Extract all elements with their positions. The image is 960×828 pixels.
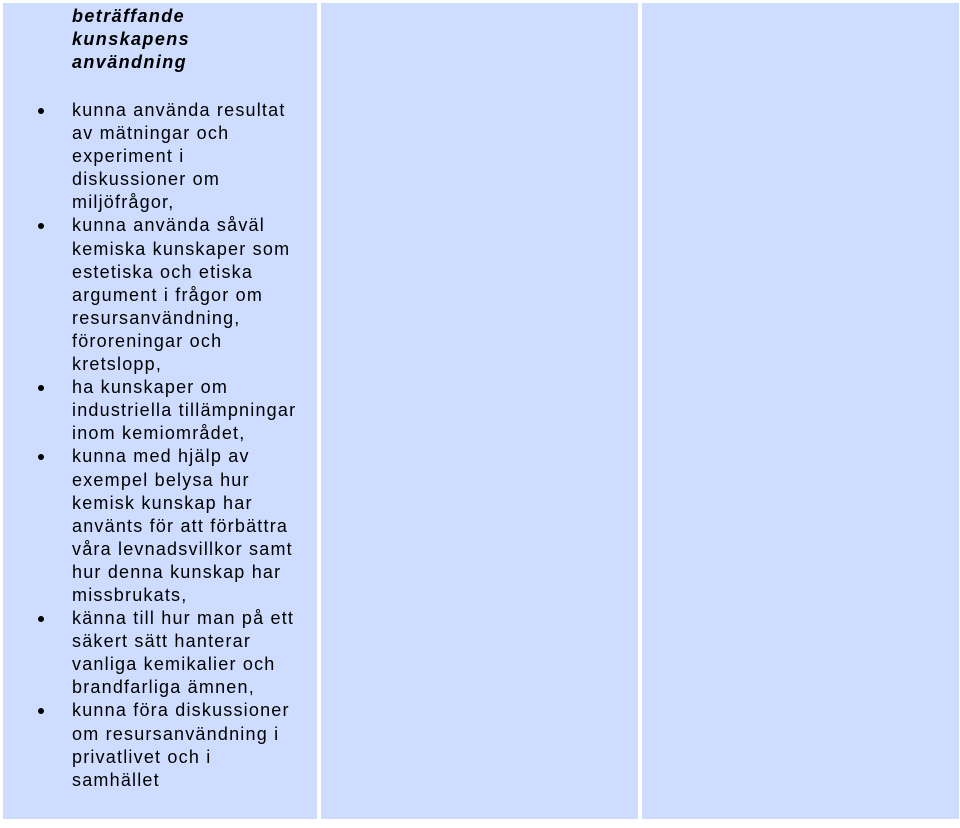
- bullet-icon: [38, 385, 44, 391]
- item-text-line: inom kemiområdet,: [72, 423, 246, 444]
- item-text-line: kretslopp,: [72, 354, 163, 375]
- item-text-line: privatlivet och i: [72, 746, 212, 767]
- item-text-line: vanliga kemikalier och: [72, 654, 276, 675]
- item-text-line: av mätningar och: [72, 123, 230, 144]
- item-text-line: argument i frågor om: [72, 284, 264, 305]
- criteria-list: [0, 99, 320, 792]
- item-text-line: kunna med hjälp av: [72, 446, 250, 467]
- heading-line: beträffande: [72, 6, 186, 26]
- bullet-icon: [38, 708, 44, 714]
- item-text-line: använts för att förbättra: [72, 515, 289, 536]
- heading-line: kunskapens: [72, 29, 191, 49]
- item-text-line: föroreningar och: [72, 330, 223, 351]
- item-text-line: hur denna kunskap har: [72, 561, 282, 582]
- item-text-line: exempel belysa hur: [72, 469, 250, 490]
- item-text-line: ha kunskaper om: [72, 377, 229, 398]
- item-text-line: samhället: [72, 769, 160, 790]
- item-text-line: om resursanvändning i: [72, 723, 280, 744]
- list-item: [0, 445, 320, 607]
- item-text-line: resursanvändning,: [72, 307, 241, 328]
- bullet-icon: [38, 454, 44, 460]
- item-text-line: brandfarliga ämnen,: [72, 677, 255, 698]
- heading-line: användning: [72, 52, 188, 72]
- item-text-line: miljöfrågor,: [72, 192, 175, 213]
- item-text-line: experiment i: [72, 146, 185, 167]
- item-text-line: kemiska kunskaper som: [72, 238, 291, 259]
- section-heading: [72, 5, 302, 74]
- item-text-line: kunna använda resultat: [72, 100, 286, 120]
- item-text-line: diskussioner om: [72, 169, 221, 190]
- bullet-icon: [38, 223, 44, 229]
- bullet-icon: [38, 108, 44, 114]
- item-text-line: känna till hur man på ett: [72, 608, 295, 629]
- list-item: [0, 214, 320, 376]
- item-text-line: kunna använda såväl: [72, 215, 265, 236]
- item-text-line: estetiska och etiska: [72, 261, 254, 282]
- list-item: [0, 607, 320, 699]
- item-text-line: våra levnadsvillkor samt: [72, 538, 293, 559]
- bullet-icon: [38, 616, 44, 622]
- item-text-line: missbrukats,: [72, 584, 188, 605]
- list-item: [0, 699, 320, 791]
- table-cell-empty-3: [642, 3, 959, 819]
- item-text-line: säkert sätt hanterar: [72, 631, 252, 652]
- item-text-line: kemisk kunskap har: [72, 492, 253, 513]
- item-text-line: kunna föra diskussioner: [72, 700, 290, 721]
- table-cell-empty-2: [321, 3, 638, 819]
- item-text-line: industriella tillämpningar: [72, 400, 297, 421]
- list-item: [0, 376, 320, 445]
- list-item: [0, 99, 320, 214]
